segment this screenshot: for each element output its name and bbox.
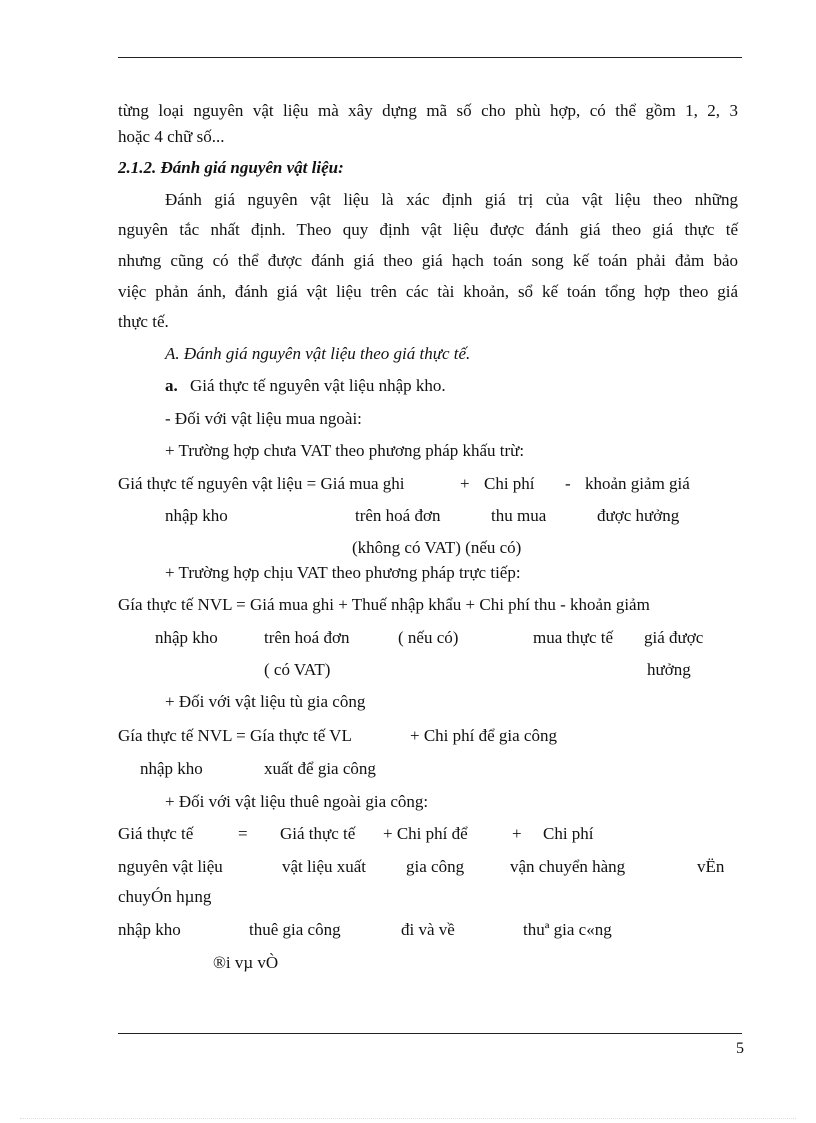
formula-3-row-1-b: + Chi phí để gia công xyxy=(410,726,557,745)
para-line-3: nhưng cũng có thể được đánh giá theo giá hạch toán song kế toán phải đảm bảo xyxy=(118,251,738,270)
para-line-4: việc phản ánh, đánh giá vật liệu trên các tài khoản, sổ kế toán tổng hợp theo giá xyxy=(118,282,738,301)
formula-4-row-1-c: Giá thực tế xyxy=(280,824,356,843)
case-4-line: + Đối với vật liệu thuê ngoài gia công: xyxy=(165,792,429,811)
item-a-text: Giá thực tế nguyên vật liệu nhập kho. xyxy=(190,376,446,395)
case-3-line: + Đối với vật liệu tù gia công xyxy=(165,692,366,711)
formula-4-row-5: ®i vµ vÒ xyxy=(213,953,279,972)
mua-ngoai-line: - Đối với vật liệu mua ngoài: xyxy=(165,409,362,428)
subsection-a-heading: A. Đánh giá nguyên vật liệu theo giá thực tế. xyxy=(165,344,471,363)
formula-4-row-1-a: Giá thực tế xyxy=(118,824,194,843)
formula-4-row-1-f: Chi phí xyxy=(543,824,594,843)
formula-4-row-1-b: = xyxy=(238,824,248,843)
formula-4-row-4-c: đi và về xyxy=(401,920,455,939)
formula-2-row-2-d: mua thực tế xyxy=(533,628,614,647)
formula-3-row-2-b: xuất để gia công xyxy=(264,759,376,778)
formula-2-row-2-c: ( nếu có) xyxy=(398,628,459,647)
para-line-5: thực tế. xyxy=(118,312,169,331)
formula-1-row-2-c: thu mua xyxy=(491,506,547,525)
item-a-marker: a. xyxy=(165,376,178,395)
formula-2-row-2-b: trên hoá đơn xyxy=(264,628,350,647)
formula-4-row-3: chuyÓn hµng xyxy=(118,887,212,906)
case-1-line: + Trường hợp chưa VAT theo phương pháp khấu trừ: xyxy=(165,441,525,460)
formula-4-row-4-b: thuê gia công xyxy=(249,920,341,939)
formula-1-row-3: (không có VAT) (nếu có) xyxy=(352,538,522,557)
header-rule xyxy=(118,57,742,58)
body-line-2: hoặc 4 chữ số... xyxy=(118,127,225,146)
formula-1-row-1-b: + xyxy=(460,474,470,493)
formula-2-row-3-a: ( có VAT) xyxy=(264,660,331,679)
footer-rule xyxy=(118,1033,742,1034)
formula-1-row-2-d: được hưởng xyxy=(597,506,680,525)
formula-3-row-2-a: nhập kho xyxy=(140,759,203,778)
formula-4-row-2-c: gia công xyxy=(406,857,465,876)
formula-1-row-1-a: Giá thực tế nguyên vật liệu = Giá mua ghi xyxy=(118,474,405,493)
case-2-line: + Trường hợp chịu VAT theo phương pháp trực tiếp: xyxy=(165,563,521,582)
formula-3-row-1-a: Gía thực tế NVL = Gía thực tế VL xyxy=(118,726,352,745)
formula-4-row-2-d: vận chuyển hàng xyxy=(510,857,626,876)
formula-2-row-2-e: giá được xyxy=(644,628,704,647)
para-line-1: Đánh giá nguyên vật liệu là xác định giá trị của vật liệu theo những xyxy=(165,190,738,209)
formula-2-row-1: Gía thực tế NVL = Giá mua ghi + Thuế nhập khẩu + Chi phí thu - khoản giảm xyxy=(118,595,650,614)
formula-1-row-2-a: nhập kho xyxy=(165,506,228,525)
page-edge-dotted-line xyxy=(20,1118,796,1119)
formula-1-row-1-c: Chi phí xyxy=(484,474,535,493)
section-heading: 2.1.2. Đánh giá nguyên vật liệu: xyxy=(118,158,344,177)
formula-4-row-1-e: + xyxy=(512,824,522,843)
page-number: 5 xyxy=(736,1040,744,1057)
formula-4-row-2-a: nguyên vật liệu xyxy=(118,857,223,876)
formula-2-row-3-b: hưởng xyxy=(647,660,691,679)
para-line-2: nguyên tắc nhất định. Theo quy định vật liệu được đánh giá theo giá thực tế xyxy=(118,220,738,239)
formula-4-row-2-e: vËn xyxy=(697,857,725,876)
formula-1-row-1-e: khoản giảm giá xyxy=(585,474,690,493)
body-line-1: từng loại nguyên vật liệu mà xây dựng mã số cho phù hợp, có thể gồm 1, 2, 3 xyxy=(118,101,738,120)
formula-1-row-1-d: - xyxy=(565,474,571,493)
formula-4-row-2-b: vật liệu xuất xyxy=(282,857,367,876)
formula-2-row-2-a: nhập kho xyxy=(155,628,218,647)
formula-4-row-4-a: nhập kho xyxy=(118,920,181,939)
formula-4-row-1-d: + Chi phí để xyxy=(383,824,468,843)
formula-4-row-4-d: thuª gia c«ng xyxy=(523,920,612,939)
formula-1-row-2-b: trên hoá đơn xyxy=(355,506,441,525)
